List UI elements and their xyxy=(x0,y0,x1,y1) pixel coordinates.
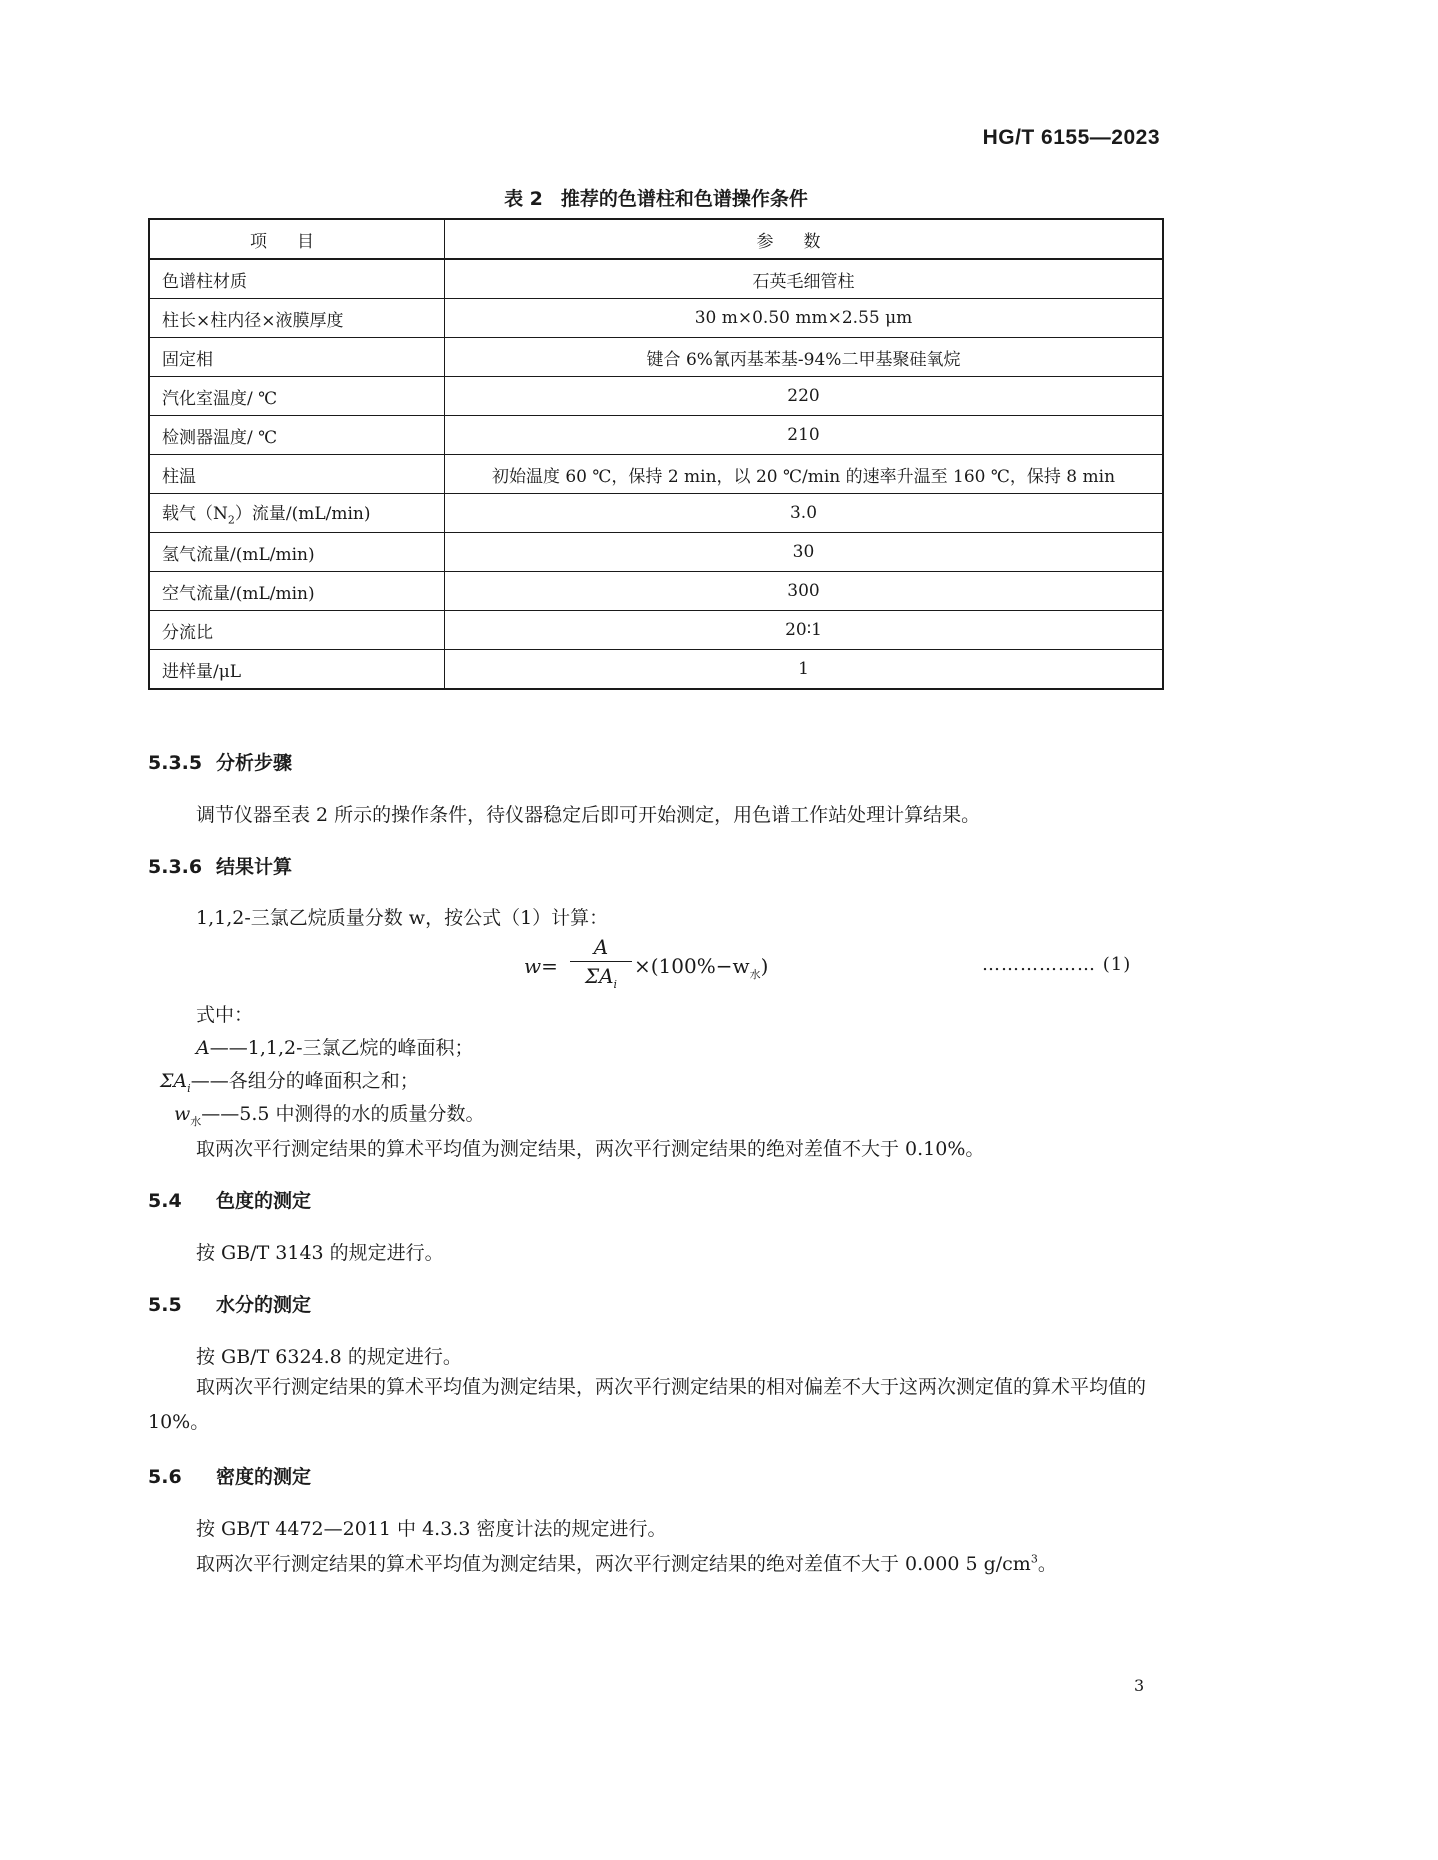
standard-code: HG/T 6155—2023 xyxy=(982,126,1160,149)
row-value: 1 xyxy=(445,650,1164,690)
row-item: 色谱柱材质 xyxy=(149,259,445,299)
section-number: 5.6 xyxy=(148,1466,182,1488)
section-number: 5.3.6 xyxy=(148,856,203,878)
row-value: 3.0 xyxy=(445,494,1164,533)
row-value: 220 xyxy=(445,377,1164,416)
row-value: 初始温度 60 ℃，保持 2 min，以 20 ℃/min 的速率升温至 160 ℃，保持 8 min xyxy=(445,455,1164,494)
section-title: 分析步骤 xyxy=(216,752,293,774)
row-value: 20∶1 xyxy=(445,611,1164,650)
row-item-sub: 2 xyxy=(227,513,235,527)
paragraph: 按 GB/T 6324.8 的规定进行。 xyxy=(196,1346,462,1368)
table-row xyxy=(149,650,1163,690)
page-number: 3 xyxy=(1134,1676,1145,1695)
row-item: 柱长×柱内径×液膜厚度 xyxy=(149,299,445,338)
section-number: 5.5 xyxy=(148,1294,182,1316)
table-row xyxy=(149,299,1163,338)
symbol-sub: 水 xyxy=(190,1114,202,1128)
table-caption xyxy=(148,184,1164,211)
formula-rhs-end: ) xyxy=(760,954,769,978)
row-item: 分流比 xyxy=(149,611,445,650)
row-item: 空气流量/(mL/min) xyxy=(149,572,445,611)
formula-rhs-sub: 水 xyxy=(749,968,761,981)
paragraph: 按 GB/T 4472—2011 中 4.3.3 密度计法的规定进行。 xyxy=(196,1518,667,1540)
definition: ——1,1,2-三氯乙烷的峰面积； xyxy=(209,1037,474,1059)
table-row xyxy=(149,338,1163,377)
symbol: w xyxy=(174,1103,191,1125)
formula-denominator xyxy=(570,962,632,991)
section-title: 密度的测定 xyxy=(216,1466,312,1488)
paragraph-text: 取两次平行测定结果的算术平均值为测定结果，两次平行测定结果的绝对差值不大于 0.000 5 g/cm xyxy=(196,1553,1031,1575)
table-row xyxy=(149,259,1163,299)
paragraph-end: 。 xyxy=(1037,1553,1057,1575)
section-title: 水分的测定 xyxy=(216,1294,312,1316)
row-item-pre: 载气（N xyxy=(162,504,228,525)
symbol: ΣA xyxy=(160,1070,188,1092)
row-value: 30 xyxy=(445,533,1164,572)
formula-lhs: w= xyxy=(524,954,558,978)
row-item: 柱温 xyxy=(149,455,445,494)
section-title: 色度的测定 xyxy=(216,1190,312,1212)
table-row xyxy=(149,494,1163,533)
formula-numerator: A xyxy=(570,935,632,962)
row-item: 固定相 xyxy=(149,338,445,377)
row-value: 300 xyxy=(445,572,1164,611)
section-number: 5.3.5 xyxy=(148,752,203,774)
row-item: 检测器温度/ ℃ xyxy=(149,416,445,455)
superscript: 3 xyxy=(1030,1552,1038,1566)
definition: ——5.5 中测得的水的质量分数。 xyxy=(201,1103,485,1125)
row-item: 汽化室温度/ ℃ xyxy=(149,377,445,416)
formula-fraction xyxy=(570,935,632,991)
formula-rhs xyxy=(634,954,768,982)
paragraph: 按 GB/T 3143 的规定进行。 xyxy=(196,1242,444,1264)
row-item: 氢气流量/(mL/min) xyxy=(149,533,445,572)
row-value: 键合 6%氰丙基苯基-94%二甲基聚硅氧烷 xyxy=(445,338,1164,377)
where-item-a xyxy=(196,1033,474,1060)
symbol-sub: i xyxy=(187,1081,191,1095)
row-value: 210 xyxy=(445,416,1164,455)
paragraph: 1,1,2-三氯乙烷质量分数 w，按公式（1）计算： xyxy=(196,907,609,929)
formula-denominator-symbol: ΣA xyxy=(584,964,614,988)
paragraph xyxy=(196,1549,1057,1576)
paragraph: 取两次平行测定结果的算术平均值为测定结果，两次平行测定结果的绝对差值不大于 0.10%。 xyxy=(196,1138,985,1160)
row-value: 30 m×0.50 mm×2.55 μm xyxy=(445,299,1164,338)
section-heading-5-6 xyxy=(148,1462,311,1489)
table-row xyxy=(149,611,1163,650)
paragraph: 取两次平行测定结果的算术平均值为测定结果，两次平行测定结果的相对偏差不大于这两次测定值的算术平均值的 10%。 xyxy=(148,1376,1147,1433)
table-row xyxy=(149,533,1163,572)
section-heading-5-5 xyxy=(148,1290,311,1317)
column-header-param: 参数 xyxy=(445,219,1164,259)
equation-number: ……………… (1) xyxy=(982,954,1132,975)
row-item-post: ）流量/(mL/min) xyxy=(234,504,371,525)
section-heading-5-3-5 xyxy=(148,748,292,775)
table-row xyxy=(149,455,1163,494)
table-title: 推荐的色谱柱和色谱操作条件 xyxy=(560,188,808,210)
section-heading-5-3-6 xyxy=(148,852,292,879)
row-value: 石英毛细管柱 xyxy=(445,259,1164,299)
column-header-item: 项目 xyxy=(149,219,445,259)
section-title: 结果计算 xyxy=(216,856,293,878)
row-item xyxy=(149,494,445,533)
section-heading-5-4 xyxy=(148,1186,311,1213)
formula-rhs-main: ×(100%−w xyxy=(634,954,750,978)
section-number: 5.4 xyxy=(148,1190,182,1212)
table-number: 表 2 xyxy=(504,188,543,210)
where-label: 式中： xyxy=(196,1004,254,1026)
formula-denominator-sub: i xyxy=(613,978,618,991)
chromatography-conditions-table xyxy=(148,218,1164,690)
table-header-row xyxy=(149,219,1163,259)
where-item-w-water xyxy=(174,1099,485,1129)
symbol: A xyxy=(196,1037,210,1059)
table-row xyxy=(149,377,1163,416)
table-row xyxy=(149,416,1163,455)
table-row xyxy=(149,572,1163,611)
where-item-sum-a xyxy=(160,1066,419,1095)
row-item: 进样量/μL xyxy=(149,650,445,690)
paragraph: 调节仪器至表 2 所示的操作条件，待仪器稳定后即可开始测定，用色谱工作站处理计算结果。 xyxy=(196,804,981,826)
definition: ——各组分的峰面积之和； xyxy=(190,1070,419,1092)
